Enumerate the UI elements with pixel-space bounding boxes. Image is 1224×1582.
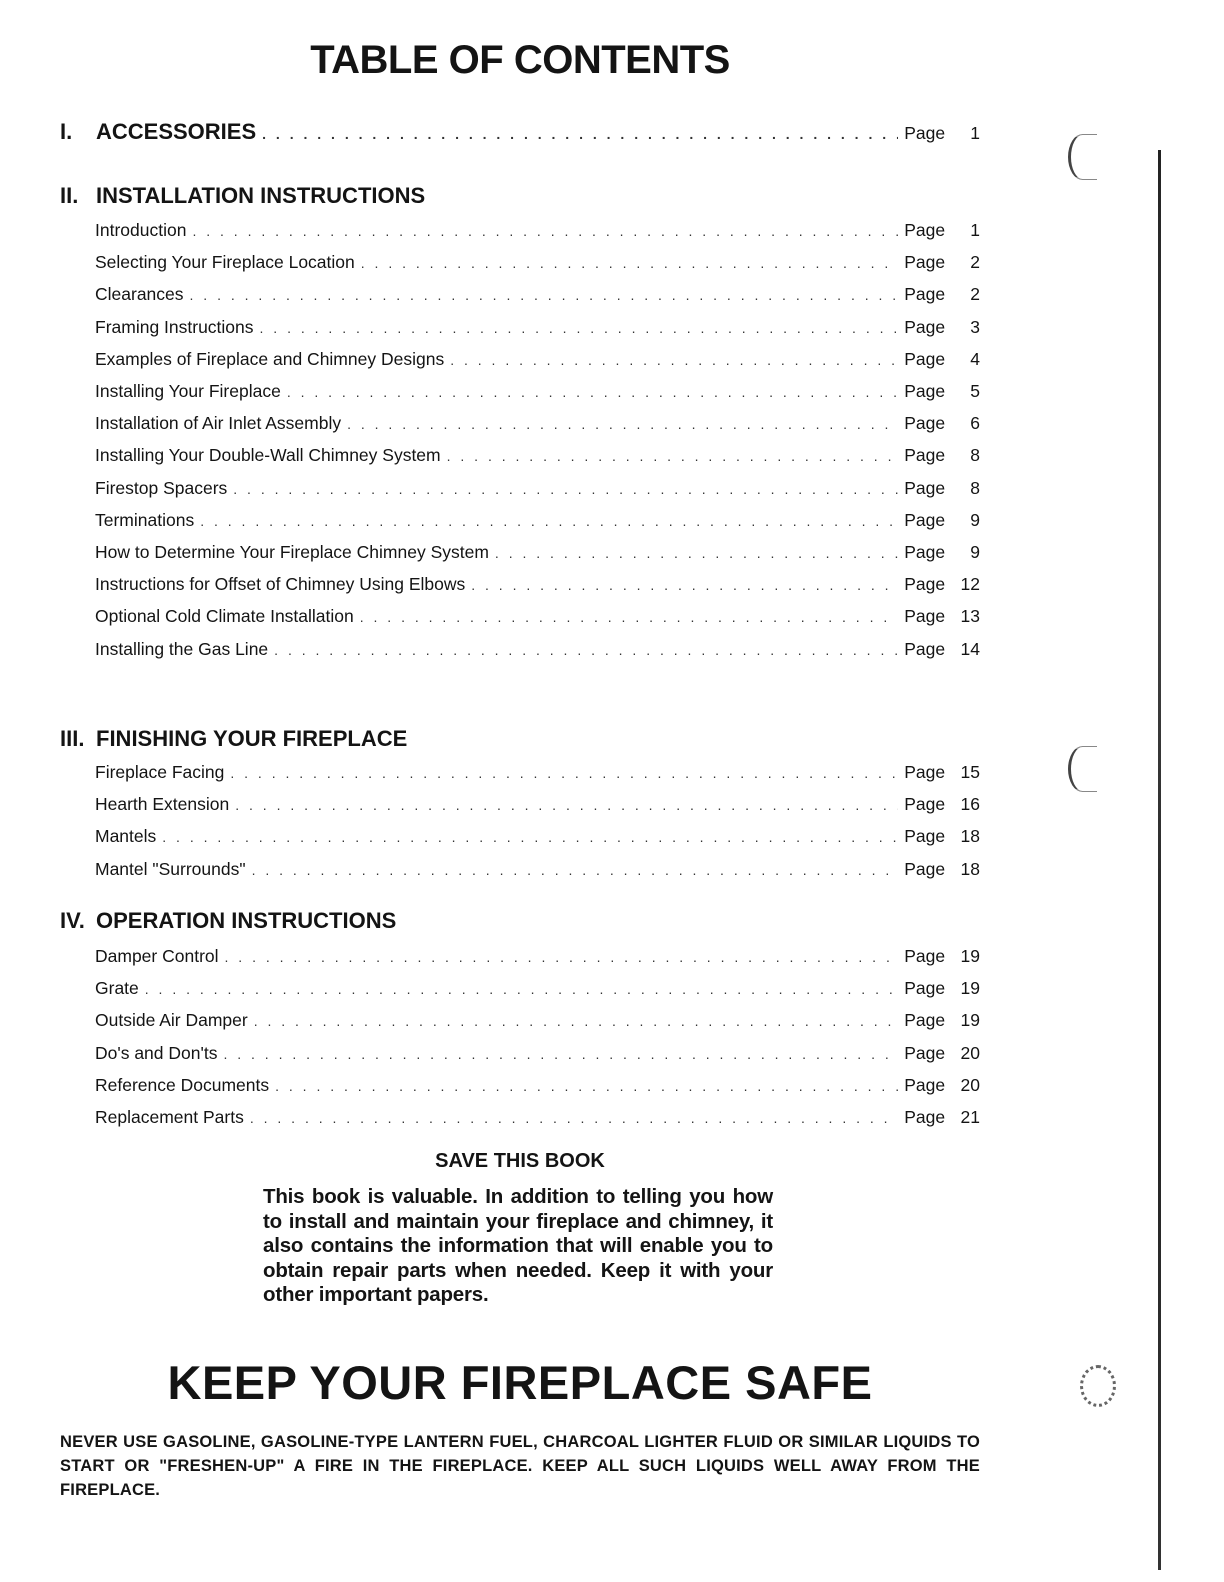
toc-entry-label: Optional Cold Climate Installation [95, 606, 354, 627]
page-number: 9 [970, 542, 980, 562]
toc-entry[interactable] [95, 409, 980, 437]
dot-leader [254, 1007, 899, 1035]
dot-leader [223, 1040, 898, 1068]
toc-entry[interactable] [95, 570, 980, 598]
toc-entry-label: Examples of Fireplace and Chimney Designs [95, 348, 445, 369]
dot-leader [471, 571, 898, 599]
dot-leader [235, 791, 898, 819]
page-word: Page [904, 413, 946, 434]
dot-leader [275, 1072, 898, 1100]
toc-entry-label: Fireplace Facing [95, 762, 225, 782]
dot-leader [495, 539, 898, 567]
toc-entry-label: Clearances [95, 284, 184, 305]
page-number: 19 [960, 1010, 980, 1031]
page-number: 15 [960, 762, 980, 782]
page-word: Page [904, 638, 946, 659]
toc-entry-label: Instructions for Offset of Chimney Using Elbows [95, 574, 466, 595]
toc-entry[interactable] [95, 635, 980, 663]
section-number: II. [60, 183, 79, 208]
page-word: Page [904, 316, 946, 337]
page-word: Page [904, 477, 946, 498]
page-number: 14 [960, 638, 980, 659]
dot-leader [190, 281, 899, 309]
toc-entry-label: Terminations [95, 509, 195, 530]
dot-leader [145, 975, 898, 1003]
toc-entry-label: Installation of Air Inlet Assembly [95, 413, 342, 434]
page-word: Page [904, 252, 946, 273]
dot-leader [162, 823, 898, 851]
toc-entry-label: Grate [95, 978, 139, 999]
toc-entry-label: Installing the Gas Line [95, 638, 269, 659]
toc-entry[interactable] [95, 377, 980, 405]
section-title: INSTALLATION INSTRUCTIONS [96, 183, 426, 208]
dot-leader [260, 314, 899, 342]
keep-safe-heading: KEEP YOUR FIREPLACE SAFE [167, 1356, 873, 1409]
section-number: I. [60, 119, 73, 144]
page-word: Page [904, 509, 946, 530]
page-number: 16 [960, 794, 980, 815]
punch-hole [1068, 746, 1097, 792]
page-word: Page [904, 606, 946, 627]
dot-leader [250, 1104, 898, 1132]
page-number: 3 [970, 316, 980, 337]
dot-leader [347, 410, 898, 438]
page-number: 2 [970, 284, 980, 305]
page-number: 2 [970, 252, 980, 273]
section-title: ACCESSORIES [96, 119, 257, 144]
page-word: Page [904, 1107, 946, 1127]
page-number: 4 [970, 348, 980, 369]
page-number: 21 [960, 1107, 980, 1127]
page-number: 8 [970, 445, 980, 466]
page-word: Page [904, 284, 946, 305]
page-word: Page [904, 762, 946, 782]
toc-entry-label: Installing Your Fireplace [95, 381, 281, 401]
toc-entry-label: Mantels [95, 826, 157, 847]
page-title: TABLE OF CONTENTS [310, 38, 730, 82]
toc-entry[interactable] [95, 538, 980, 566]
page-number: 1 [970, 123, 980, 143]
page-word: Page [904, 574, 946, 595]
page-word: Page [904, 946, 946, 966]
page-word: Page [904, 826, 946, 847]
page-number: 20 [960, 1074, 980, 1095]
dot-leader [450, 346, 898, 374]
page-word: Page [904, 381, 946, 401]
page-word: Page [904, 978, 946, 999]
toc-entry-label: Outside Air Damper [95, 1010, 248, 1031]
toc-entry-label: Mantel "Surrounds" [95, 858, 246, 879]
toc-entry-accessories[interactable] [60, 118, 980, 146]
dot-leader [233, 475, 898, 503]
toc-entry-label: Hearth Extension [95, 794, 230, 815]
page-number: 20 [960, 1042, 980, 1063]
page-word: Page [904, 542, 946, 562]
toc-entry-label: Damper Control [95, 946, 219, 966]
section-heading-operation [60, 908, 396, 934]
save-this-book-text: This book is valuable. In addition to telling you how to install and maintain your fireplace and chimney, it also contains the information that will enable you to obtain repair parts when needed. Keep it with your other important papers. [263, 1185, 773, 1306]
toc-entry-label: Reference Documents [95, 1074, 270, 1095]
page-number: 8 [970, 477, 980, 498]
page-word: Page [904, 794, 946, 815]
toc-entry[interactable] [95, 216, 980, 244]
dot-leader [361, 249, 898, 277]
toc-entry[interactable] [95, 345, 980, 373]
binder-edge [1158, 150, 1161, 1570]
toc-entry-label: How to Determine Your Fireplace Chimney System [95, 542, 489, 562]
toc-entry[interactable] [95, 1006, 980, 1034]
section-heading-finishing [60, 726, 407, 752]
dot-leader [200, 507, 898, 535]
page-number: 18 [960, 858, 980, 879]
toc-entry[interactable] [95, 1071, 980, 1099]
page-number: 1 [970, 220, 980, 240]
section-title: FINISHING YOUR FIREPLACE [96, 726, 408, 751]
page-number: 18 [960, 826, 980, 847]
dot-leader [274, 636, 898, 664]
toc-entry[interactable] [95, 974, 980, 1002]
dot-leader [287, 378, 898, 406]
toc-entry-label: Framing Instructions [95, 316, 254, 337]
page-number: 6 [970, 413, 980, 434]
page-number: 19 [960, 946, 980, 966]
page-number: 13 [960, 606, 980, 627]
toc-entry[interactable] [95, 602, 980, 630]
toc-entry-label: Do's and Don'ts [95, 1042, 218, 1063]
page-number: 19 [960, 978, 980, 999]
punch-hole [1080, 1365, 1116, 1407]
toc-entry[interactable] [95, 822, 980, 850]
dot-leader [360, 603, 899, 631]
toc-entry[interactable] [95, 280, 980, 308]
page-word: Page [904, 1042, 946, 1063]
dot-leader [230, 759, 898, 787]
toc-entry[interactable] [95, 313, 980, 341]
page-word: Page [904, 348, 946, 369]
toc-entry-label: Introduction [95, 220, 187, 240]
safety-warning: NEVER USE GASOLINE, GASOLINE-TYPE LANTERN FUEL, CHARCOAL LIGHTER FLUID OR SIMILAR LIQUIDS TO START OR "FRESHEN-UP" A FIRE IN THE FIREPLACE. KEEP ALL SUCH LIQUIDS WELL AWAY FROM THE FIREPLACE. [60, 1433, 980, 1499]
page-word: Page [904, 445, 946, 466]
section-number: III. [60, 726, 85, 751]
section-heading-installation [60, 183, 425, 209]
toc-entry[interactable] [95, 1039, 980, 1067]
toc-entry-label: Replacement Parts [95, 1107, 244, 1127]
toc-entry[interactable] [95, 506, 980, 534]
toc-entry-label: Selecting Your Fireplace Location [95, 252, 355, 273]
toc-entry[interactable] [95, 855, 980, 883]
page-word: Page [904, 858, 946, 879]
toc-entry[interactable] [95, 1103, 980, 1131]
page-word: Page [904, 1074, 946, 1095]
toc-entry[interactable] [95, 790, 980, 818]
toc-entry[interactable] [95, 942, 980, 970]
page-word: Page [904, 123, 946, 143]
dot-leader [192, 217, 898, 245]
page-word: Page [904, 1010, 946, 1031]
dot-leader [225, 943, 899, 971]
page-number: 12 [960, 574, 980, 595]
toc-entry[interactable] [95, 758, 980, 786]
toc-entry-label: Firestop Spacers [95, 477, 228, 498]
dot-leader [252, 856, 899, 884]
toc-entry[interactable] [95, 474, 980, 502]
punch-hole [1068, 134, 1097, 180]
dot-leader [262, 120, 898, 148]
dot-leader [447, 442, 899, 470]
page-number: 9 [970, 509, 980, 530]
page-number: 5 [970, 381, 980, 401]
toc-entry[interactable] [95, 441, 980, 469]
page-word: Page [904, 220, 946, 240]
toc-entry-label: Installing Your Double-Wall Chimney System [95, 445, 441, 466]
section-number: IV. [60, 908, 85, 933]
section-title: OPERATION INSTRUCTIONS [96, 908, 397, 933]
toc-entry[interactable] [95, 248, 980, 276]
save-this-book-heading: SAVE THIS BOOK [435, 1150, 605, 1172]
